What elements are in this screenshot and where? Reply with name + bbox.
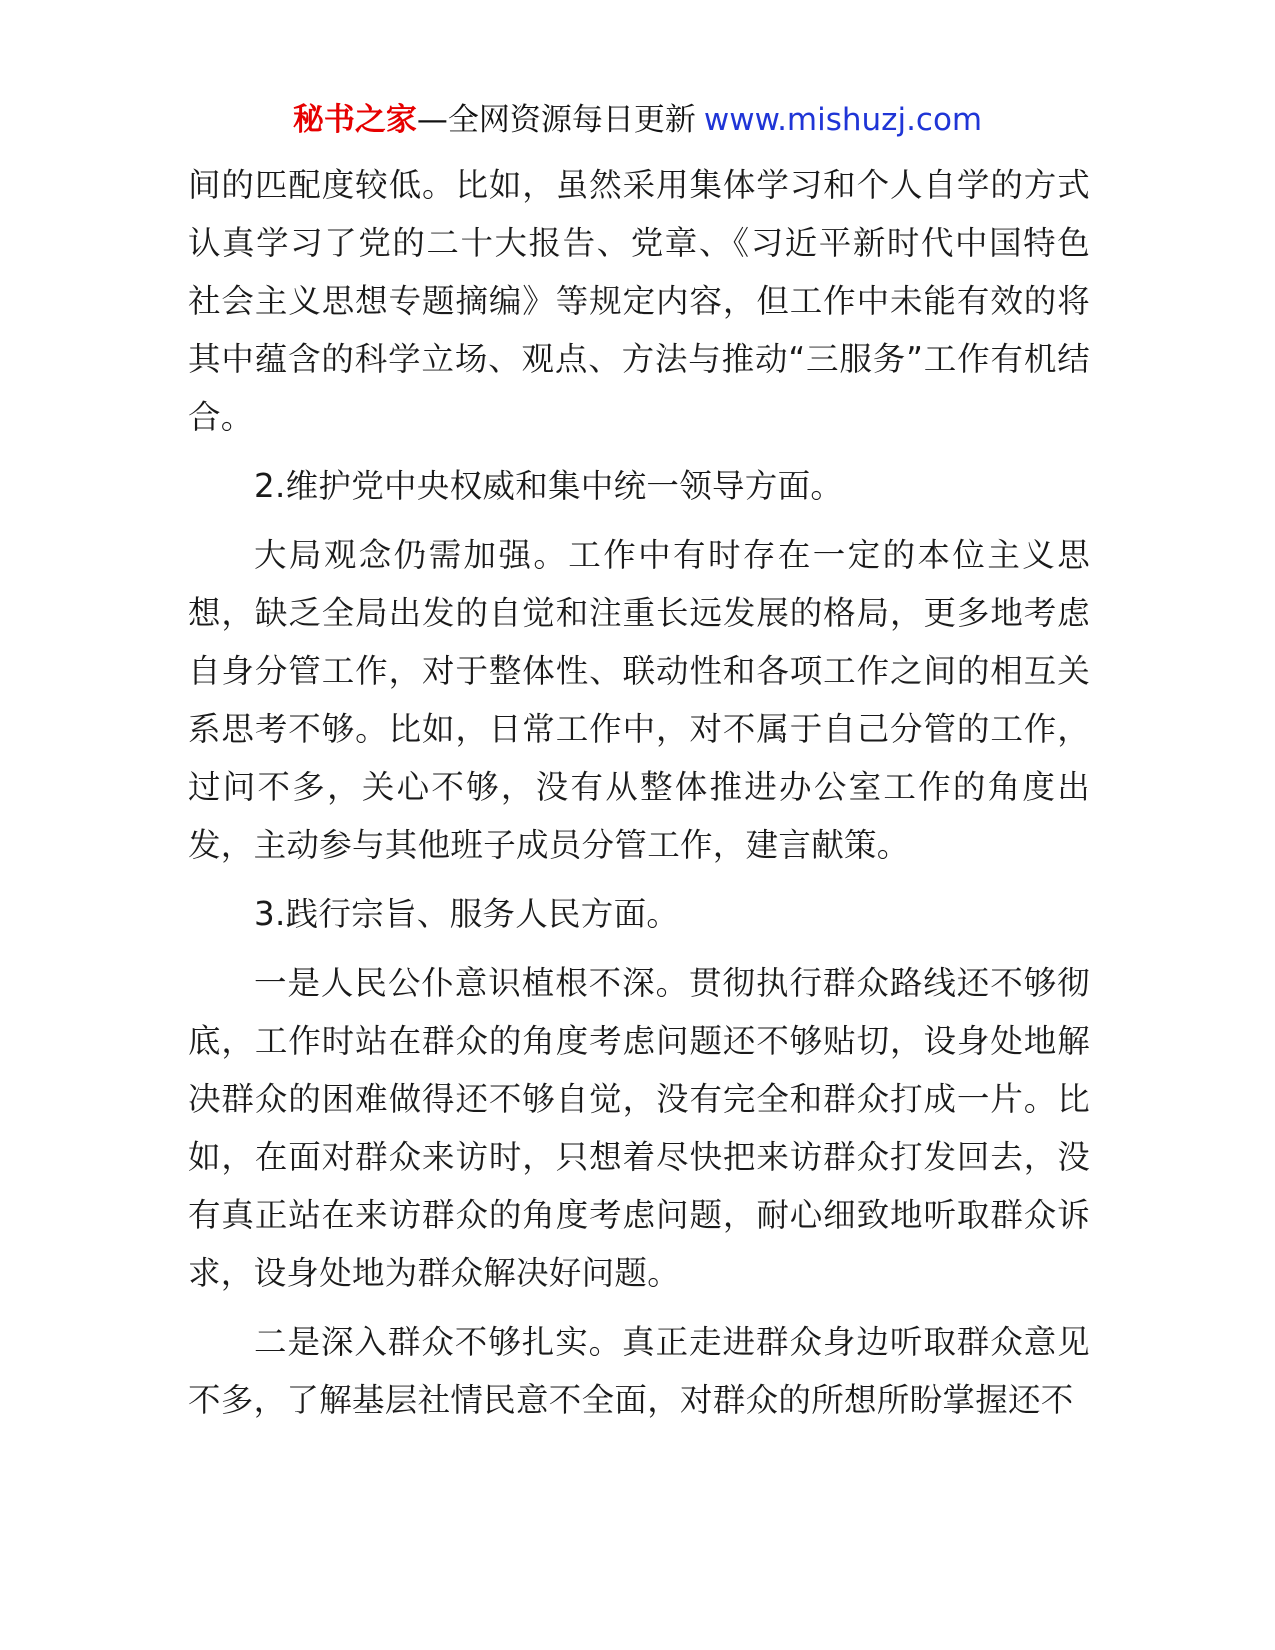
brand-name: 秘书之家 [292, 102, 417, 138]
site-header [0, 100, 1275, 140]
paragraph-overall-view: 大局观念仍需加强。工作中有时存在一定的本位主义思想，缺乏全局出发的自觉和注重长远发展的格局，更多地考虑自身分管工作，对于整体性、联动性和各项工作之间的相互关系思考不够。比如，日常工作中，对不属于自己分管的工作，过问不多，关心不够，没有从整体推进办公室工作的角度出发，主动参与其他班子成员分管工作，建言献策。 [188, 536, 1090, 864]
section-heading-3: 3.践行宗旨、服务人民方面。 [254, 895, 680, 933]
section-heading-2: 2.维护党中央权威和集中统一领导方面。 [254, 467, 844, 505]
paragraph-public-servant: 一是人民公仆意识植根不深。贯彻执行群众路线还不够彻底，工作时站在群众的角度考虑问题还不够贴切，设身处地解决群众的困难做得还不够自觉，没有完全和群众打成一片。比如，在面对群众来访时，只想着尽快把来访群众打发回去，没有真正站在来访群众的角度考虑问题，耐心细致地听取群众诉求，设身处地为群众解决好问题。 [188, 964, 1090, 1292]
paragraph-continuation: 间的匹配度较低。比如，虽然采用集体学习和个人自学的方式认真学习了党的二十大报告、党章、《习近平新时代中国特色社会主义思想专题摘编》等规定内容，但工作中未能有效的将其中蕴含的科学立场、观点、方法与推动“三服务”工作有机结合。 [188, 166, 1090, 436]
site-url-link[interactable]: www.mishuzj.com [703, 102, 983, 138]
header-tagline: —全网资源每日更新 [416, 102, 696, 138]
document-body [188, 156, 1090, 1429]
paragraph-grassroots: 二是深入群众不够扎实。真正走进群众身边听取群众意见不多，了解基层社情民意不全面，对群众的所想所盼掌握还不 [188, 1323, 1090, 1419]
